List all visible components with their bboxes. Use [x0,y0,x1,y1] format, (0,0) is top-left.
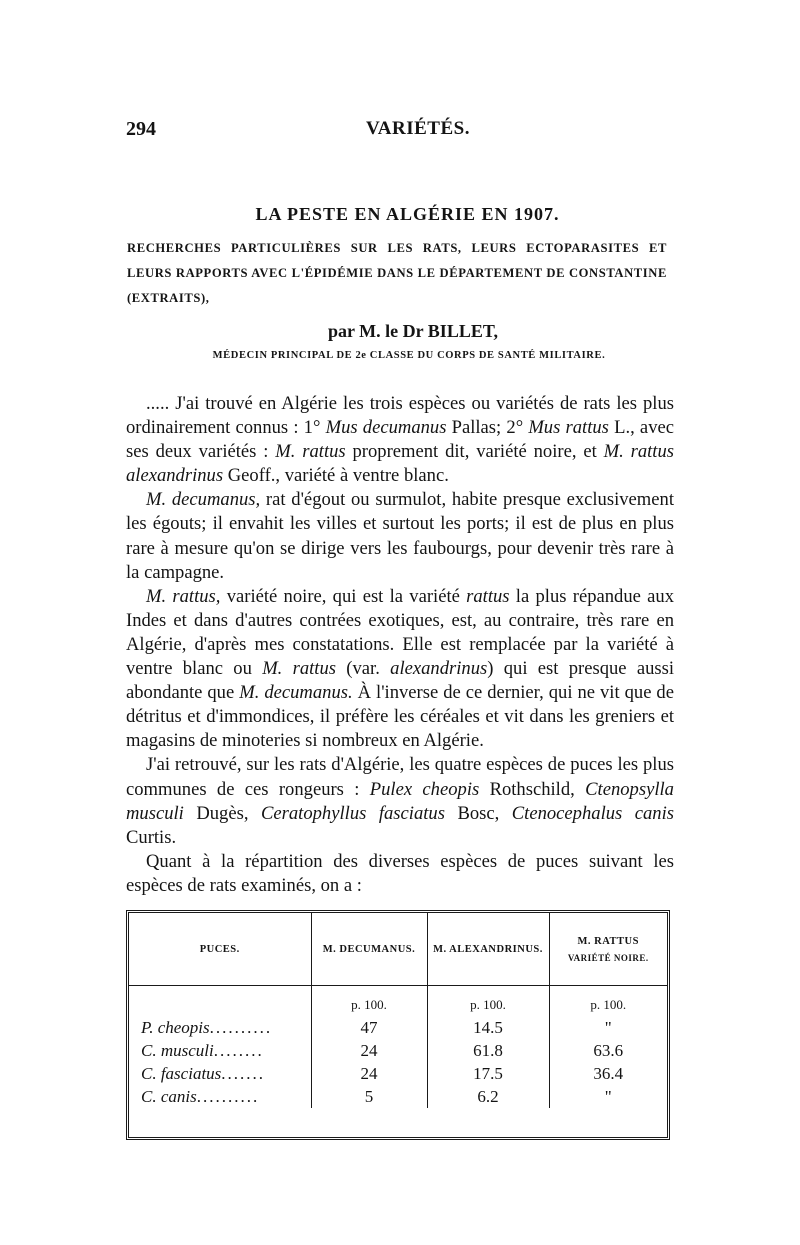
species-name: Mus rattus [528,417,609,439]
row-label [129,1039,311,1062]
unit-cell: p. 100. [311,986,427,1017]
unit-cell-empty [129,986,311,1017]
flea-distribution-table [126,910,670,1140]
table-row [129,1085,667,1108]
text-span: ..... J'ai trouvé en Algérie les trois espèces ou variétés de rats les plus ordinairement connus : 1° [126,393,674,439]
text-span: variété noire, qui est la variété [220,585,467,607]
cell-decumanus: 24 [311,1039,427,1062]
text-span: Pallas; 2° [446,417,529,439]
species-name: Mus decumanus [325,417,447,439]
species-name: M. rattus [262,658,337,680]
cell-alexandrinus: 17.5 [427,1062,549,1085]
author-line: par M. le Dr BILLET, [327,321,498,341]
cell-rattus: 63.6 [593,1041,624,1060]
paragraph-2 [126,488,674,584]
text-span: Curtis. [126,826,177,848]
header-alexandrinus: M. ALEXANDRINUS. [427,913,549,986]
header-rattus [549,913,667,986]
page-number: 294 [126,118,156,140]
paragraph-4 [126,753,674,849]
species-name: C. fasciatus [141,1064,222,1083]
cell-rattus: 36.4 [593,1064,624,1083]
species-name: Ceratophyllus fasciatus [260,802,445,824]
text-span: rat d'égout ou surmulot, habite presque exclusivement les égouts; il envahit les villes et surtout les ports; il est de plus en plus rare à mesure qu'on se dirige vers les faubourgs, pour devenir très rare à la campagne. [126,489,674,583]
body-text [126,392,674,898]
row-label [129,1062,311,1085]
table [129,913,667,1108]
running-head [126,118,674,148]
unit-cell: p. 100. [427,986,549,1017]
article-title: LA PESTE EN ALGÉRIE EN 1907. [255,204,560,224]
species-name: rattus [466,585,510,607]
species-name: C. canis [141,1087,197,1106]
author-affiliation: MÉDECIN PRINCIPAL DE 2e CLASSE DU CORPS DE SANTÉ MILITAIRE. [212,350,606,361]
dot-leader: ....... [221,1064,266,1083]
text-span: (var. [336,658,391,680]
text-span: ) qui est presque aussi abondante que [126,658,675,704]
header-rattus-label: M. RATTUS [577,935,639,947]
species-name: Ctenocephalus canis [511,802,675,824]
paragraph-1 [126,392,674,488]
text-span: L., avec ses deux variétés : [126,417,674,463]
header-puces: PUCES. [129,913,311,986]
species-name: Pulex cheopis [369,778,480,800]
cell-alexandrinus: 61.8 [427,1039,549,1062]
row-label [129,1016,311,1039]
table-unit-row [129,986,667,1017]
header-rattus-sub: VARIÉTÉ NOIRE. [567,952,649,963]
cell-alexandrinus: 6.2 [427,1085,549,1108]
species-name: M. rattus alexandrinus [126,441,674,487]
cell-decumanus: 24 [311,1062,427,1085]
cell-decumanus: 47 [311,1016,427,1039]
text-span: Geoff., variété à ventre blanc. [223,465,449,487]
text-span: À l'inverse de ce dernier, qui ne vit que de détritus et d'immondices, il préfère les céréales et vit dans les greniers et magasins de minoteries si nombreux en Algérie. [126,682,674,752]
paragraph-3 [126,585,674,754]
header-decumanus: M. DECUMANUS. [311,913,427,986]
species-name: M. rattus, [146,585,221,607]
species-name: P. cheopis [141,1018,210,1037]
species-name: M. rattus [275,441,346,463]
text-span: Quant à la répartition des diverses espèces de puces suivant les espèces de rats examinés, on a : [126,850,674,896]
cell-alexandrinus: 14.5 [427,1016,549,1039]
paragraph-5 [126,850,674,898]
text-span: proprement dit, variété noire, et [345,441,604,463]
species-name: M. decumanus, [146,489,261,511]
text-span: la plus répandue aux Indes et dans d'autres contrées exotiques, est, au contraire, très rare en Algérie, d'après mes constatations. Elle est remplacée par la variété à ventre blanc ou [126,585,674,680]
cell-decumanus: 5 [311,1085,427,1108]
species-name: C. musculi [141,1041,214,1060]
unit-cell: p. 100. [590,997,627,1012]
running-title: VARIÉTÉS. [366,118,470,139]
text-span: Bosc, [444,802,512,824]
cell-rattus: " [604,1087,612,1106]
row-label [129,1085,311,1108]
dot-leader: .......... [209,1018,273,1037]
dot-leader: .......... [196,1087,260,1106]
species-name: alexandrinus [390,658,488,680]
cell-rattus: " [604,1018,612,1037]
article-subtitle: RECHERCHES PARTICULIÈRES SUR LES RATS, LEURS ECTOPARASITES ET LEURS RAPPORTS AVEC L'ÉPIDÉMIE DANS LE DÉPARTEMENT DE CONSTANTINE (EXTRAITS), [127,241,667,305]
text-span: Rothschild, [479,778,586,800]
table-row [129,1016,667,1039]
table-header-row [129,913,667,986]
species-name: M. decumanus. [239,682,353,704]
dot-leader: ........ [213,1041,264,1060]
table-row [129,1062,667,1085]
table-row [129,1039,667,1062]
species-name: Ctenopsylla musculi [126,778,674,824]
text-span: J'ai retrouvé, sur les rats d'Algérie, les quatre espèces de puces les plus communes de ces rongeurs : [126,754,674,800]
text-span: Dugès, [183,802,261,824]
